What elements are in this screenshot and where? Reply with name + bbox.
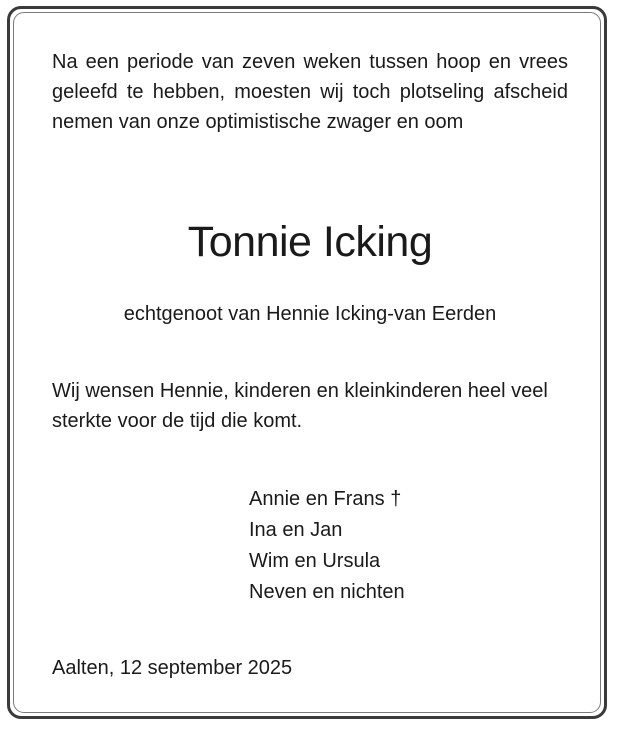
spouse-line: echtgenoot van Hennie Icking-van Eerden xyxy=(123,303,497,325)
intro-text: Na een periode van zeven weken tussen hoop en vrees geleefd te hebben, moesten wij toch plotseling afscheid nemen van onze optimistische zwager en oom xyxy=(52,51,568,133)
condolence-wish: Wij wensen Hennie, kinderen en kleinkinderen heel veel sterkte voor de tijd die komt. xyxy=(52,380,548,432)
place-and-date: Aalten, 12 september 2025 xyxy=(52,657,293,679)
signers-list xyxy=(249,484,405,608)
signer: Ina en Jan xyxy=(249,519,343,541)
signer: Annie en Frans † xyxy=(249,488,402,510)
signer: Wim en Ursula xyxy=(249,550,381,572)
signer: Neven en nichten xyxy=(249,581,405,603)
deceased-name: Tonnie Icking xyxy=(187,218,433,266)
